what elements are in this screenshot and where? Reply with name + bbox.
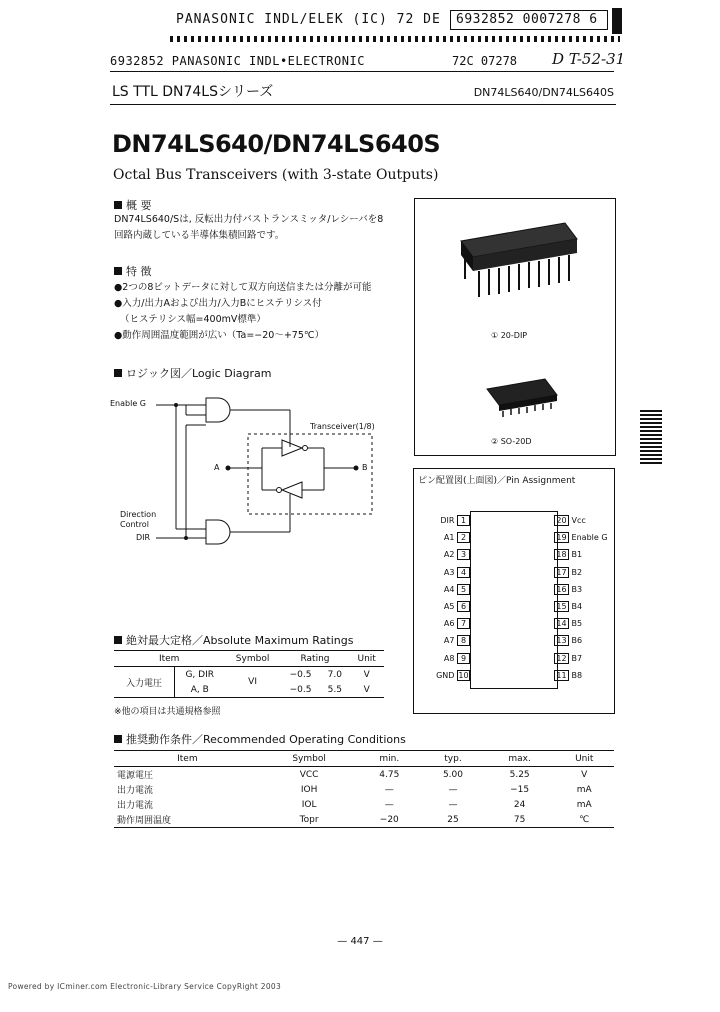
absmax-heading: 絶対最大定格／Absolute Maximum Ratings [114, 632, 353, 648]
so-caption: ② SO-20D [491, 437, 532, 446]
series-part-numbers: DN74LS640/DN74LS640S [473, 86, 614, 99]
b-label: B [362, 463, 368, 472]
enable-label: Enable G [110, 399, 146, 408]
absmax-table [114, 650, 384, 698]
dir-label: DIR [136, 533, 151, 542]
pin-right-16: 16 B3 [554, 584, 582, 595]
pin-left-8: A7 8 [418, 635, 470, 646]
pin-right-20: 20 Vcc [554, 515, 586, 526]
header-stamp [170, 36, 620, 42]
package-drawing [415, 199, 615, 455]
features-list: ●2つの8ビットデータに対して双方向送信または分離が可能 ●入力/出力Aおよび出力/入力Bにヒステリシス付 （ヒステリシス幅=400mV標準） ●動作周囲温度範囲が広い（Ta=−20〜+75℃） [114, 282, 372, 341]
absmax-h-unit: Unit [357, 653, 376, 664]
absmax-item: 入力電圧 [114, 667, 175, 698]
package-images [414, 198, 616, 456]
absmax-cond: A, B [190, 684, 209, 695]
absmax-h-rating: Rating [300, 653, 330, 664]
pin-left-3: A2 3 [418, 549, 470, 560]
pin-left-4: A3 4 [418, 567, 470, 578]
absmax-max: 5.5 [327, 684, 342, 695]
absmax-h-symbol: Symbol [235, 653, 270, 664]
a-label: A [214, 463, 220, 472]
dip-package-icon [461, 223, 577, 297]
logic-heading: ロジック図／Logic Diagram [114, 365, 271, 381]
features-heading: 特 徴 [114, 263, 152, 279]
header-line2-code: 72C 07278 [452, 54, 518, 68]
logic-diagram [110, 380, 400, 550]
recop-table [114, 750, 614, 828]
so-package-icon [487, 379, 557, 417]
pin-heading: ピン配置図(上面図)／Pin Assignment [418, 476, 576, 486]
recop-row: 動作周囲温度 Topr −20 25 75 ℃ [114, 812, 614, 828]
absmax-note: ※他の項目は共通規格参照 [114, 707, 221, 717]
barcode-mark [640, 410, 662, 464]
pin-assignment [413, 468, 615, 714]
absmax-max: 7.0 [327, 669, 342, 680]
pin-right-18: 18 B1 [554, 549, 582, 560]
pin-left-2: A1 2 [418, 532, 470, 543]
pin-right-17: 17 B2 [554, 567, 582, 578]
recop-row: 出力電流 IOH — — −15 mA [117, 784, 592, 796]
header-mark [612, 8, 622, 34]
recop-h-min: min. [379, 753, 400, 764]
header-line1: PANASONIC INDL/ELEK (IC) 72 DE [176, 12, 441, 27]
recop-heading: 推奨動作条件／Recommended Operating Conditions [114, 731, 406, 747]
absmax-unit: V [363, 669, 370, 680]
pin-left-6: A5 6 [418, 601, 470, 612]
dip-caption: ① 20-DIP [491, 331, 528, 340]
recop-h-symbol: Symbol [292, 753, 326, 764]
recop-row: 電源電圧 VCC 4.75 5.00 5.25 V [117, 769, 588, 781]
series-divider [110, 104, 616, 105]
absmax-symbol: VI [248, 677, 257, 687]
page-number: — 447 — [337, 936, 383, 947]
pin-left-10: GND 10 [436, 670, 469, 680]
pin-left-7: A6 7 [418, 618, 470, 629]
pin-right-12: 12 B7 [554, 653, 582, 664]
pin-chip-body [470, 511, 558, 689]
pin-left-1: DIR 1 [418, 515, 470, 526]
pin-left-5: A4 5 [418, 584, 470, 595]
footer-text: Powered by ICminer.com Electronic-Library Service CopyRight 2003 [8, 982, 282, 991]
pin-right-15: 15 B4 [554, 601, 582, 612]
recop-h-unit: Unit [575, 753, 594, 764]
absmax-h-item: Item [158, 653, 180, 664]
header-code: 6932852 0007278 6 [456, 12, 598, 27]
transceiver-label: Transceiver(1/8) [310, 422, 375, 431]
pin-right-13: 13 B6 [554, 635, 582, 646]
pin-right-14: 14 B5 [554, 618, 582, 629]
recop-h-typ: typ. [444, 753, 462, 764]
pin-right-19: 19 Enable G [554, 532, 608, 543]
pin-right-11: 11 B8 [554, 670, 582, 681]
recop-row: 出力電流 IOL — — 24 mA [117, 799, 592, 811]
overview-heading: 概 要 [114, 197, 152, 213]
header-line2: 6932852 PANASONIC INDL•ELECTRONIC [110, 54, 365, 68]
direction-label: Direction [120, 510, 157, 519]
pin-left-9: A8 9 [418, 653, 470, 664]
page-title: DN74LS640/DN74LS640S [112, 130, 441, 158]
absmax-cond: G, DIR [185, 669, 214, 680]
handwritten-note: D T-52-31 [552, 50, 626, 68]
recop-h-item: Item [177, 753, 198, 764]
page-subtitle: Octal Bus Transceivers (with 3-state Outputs) [113, 167, 439, 183]
absmax-unit: V [363, 684, 370, 695]
series-label: LS TTL DN74LSシリーズ [112, 84, 274, 100]
absmax-min: −0.5 [289, 669, 312, 680]
overview-text: DN74LS640/Sは, 反転出力付バストランスミッタ/レシーバを8 回路内蔵している半導体集積回路です。 [114, 214, 384, 241]
header-divider [110, 71, 614, 72]
control-label: Control [120, 520, 149, 529]
absmax-min: −0.5 [289, 684, 312, 695]
recop-h-max: max. [508, 753, 531, 764]
logic-schematic [110, 380, 400, 550]
